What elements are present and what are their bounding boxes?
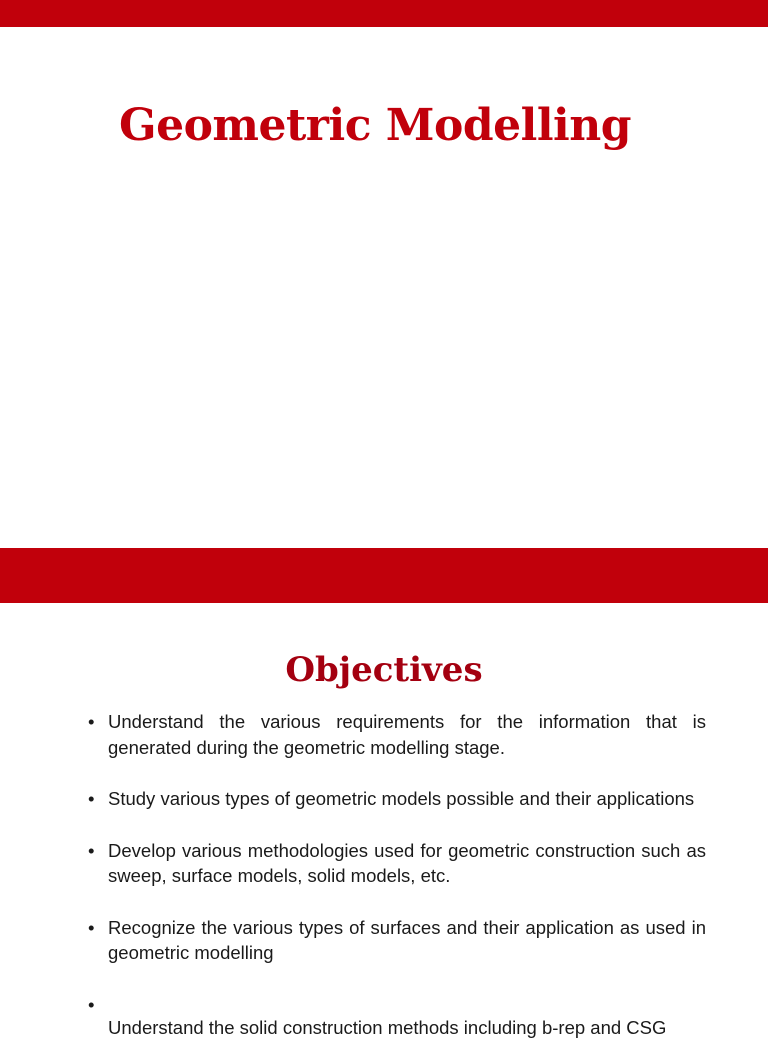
- list-item-text: Recognize the various types of surfaces and their application as used in geometric modelling: [108, 916, 706, 963]
- bullet-icon: •: [88, 788, 95, 809]
- list-item: [88, 838, 706, 889]
- objectives-heading: Objectives: [285, 650, 483, 690]
- list-item-text: Study various types of geometric models possible and their applications: [108, 788, 695, 809]
- bullet-icon: •: [88, 839, 95, 861]
- bullet-icon: •: [88, 993, 95, 1015]
- list-item: [88, 709, 706, 760]
- list-item: [88, 992, 706, 1018]
- list-item: [88, 915, 706, 966]
- slide-objectives: [0, 603, 768, 1038]
- cut-off-bullet-text: Understand the solid construction methods including b-rep and CSG: [108, 1017, 667, 1038]
- slide-divider-bar: [0, 548, 768, 603]
- list-item-text: Develop various methodologies used for geometric construction such as sweep, surface models, solid models, etc.: [108, 839, 706, 886]
- top-accent-bar: [0, 0, 768, 27]
- slide-title-text: Geometric Modelling: [119, 100, 632, 151]
- bullet-icon: •: [88, 711, 95, 732]
- bullet-icon: •: [88, 916, 95, 938]
- list-item: [88, 786, 706, 812]
- list-item-text: Understand the various requirements for the information that is generated during the geometric modelling stage.: [108, 711, 706, 758]
- objectives-list: [88, 709, 706, 1017]
